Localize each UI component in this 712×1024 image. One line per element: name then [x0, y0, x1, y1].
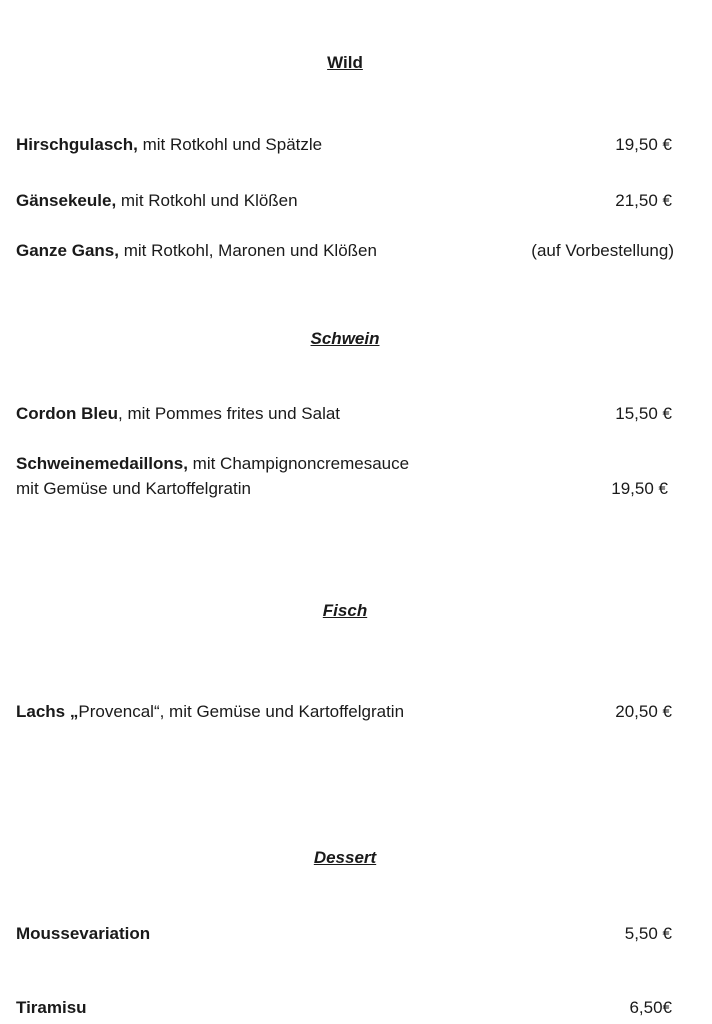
section-heading-dessert: Dessert	[313, 848, 377, 867]
menu-item-hirschgulasch	[16, 132, 322, 157]
item-name: Hirschgulasch,	[16, 135, 138, 154]
menu-item-lachs	[16, 699, 404, 724]
item-price: 15,50 €	[615, 404, 672, 423]
item-description: mit Rotkohl und Spätzle	[137, 135, 323, 154]
item-price: 20,50 €	[615, 702, 672, 721]
item-price: 19,50 €	[615, 135, 672, 154]
item-name: Moussevariation	[16, 924, 151, 943]
menu-item-ganze-gans	[16, 238, 377, 263]
section-heading-wild: Wild	[327, 53, 363, 72]
item-description: Provencal“, mit Gemüse und Kartoffelgratin	[78, 702, 405, 721]
item-price: 5,50 €	[624, 924, 672, 943]
menu-item-schweinemedaillons	[16, 451, 409, 476]
menu-item-cordon-bleu	[16, 401, 340, 426]
item-description: mit Rotkohl und Klößen	[116, 191, 298, 210]
item-name: Cordon Bleu	[16, 404, 118, 423]
item-description: mit Champignoncremesauce	[187, 454, 410, 473]
menu-item-moussevariation	[16, 921, 150, 946]
item-name: Schweinemedaillons,	[16, 454, 188, 473]
item-description: mit Rotkohl, Maronen und Klößen	[118, 241, 377, 260]
item-description: , mit Pommes frites und Salat	[118, 404, 341, 423]
item-description-line2: mit Gemüse und Kartoffelgratin	[16, 479, 251, 498]
item-price: 19,50 €	[611, 479, 668, 498]
item-name: Gänsekeule,	[16, 191, 117, 210]
item-price: 6,50€	[629, 998, 672, 1017]
section-heading-schwein: Schwein	[310, 329, 380, 348]
item-name: Lachs „	[16, 702, 79, 721]
menu-item-tiramisu	[16, 995, 87, 1020]
item-price: 21,50 €	[615, 191, 672, 210]
item-price: (auf Vorbestellung)	[531, 241, 674, 260]
item-name: Tiramisu	[16, 998, 87, 1017]
menu-item-gaensekeule	[16, 188, 298, 213]
item-name: Ganze Gans,	[16, 241, 119, 260]
section-heading-fisch: Fisch	[322, 601, 368, 620]
